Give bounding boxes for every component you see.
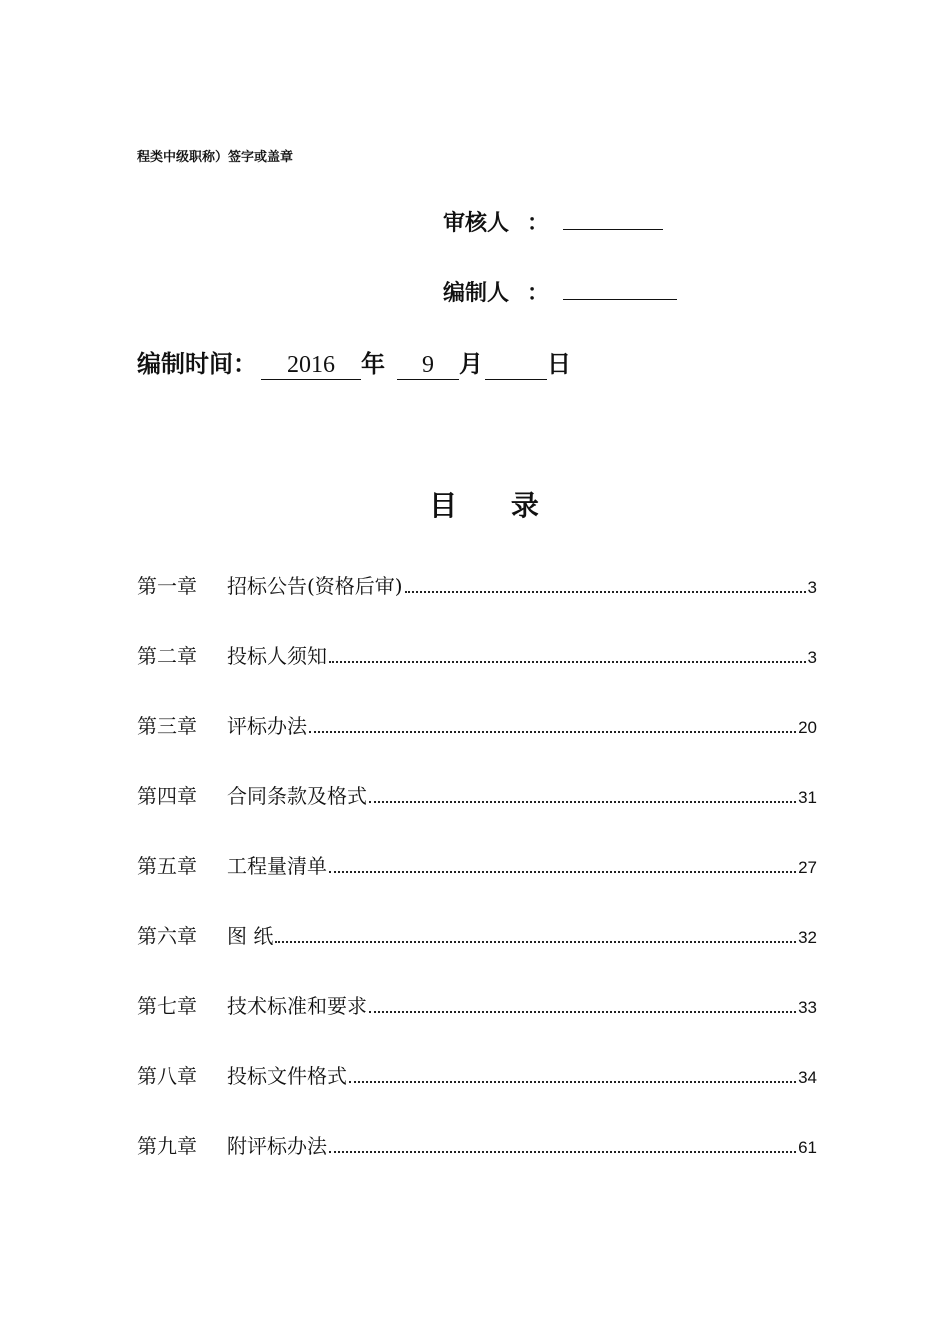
toc-entry[interactable]: [137, 990, 817, 1060]
signature-note: 程类中级职称）签字或盖章: [137, 150, 294, 165]
toc-chapter-title: 投标文件格式: [227, 1064, 347, 1088]
toc-chapter-number: 第四章: [137, 784, 197, 808]
toc-entry[interactable]: [137, 570, 817, 640]
toc-entry[interactable]: [137, 850, 817, 920]
compiler-colon: ：: [527, 281, 550, 306]
toc-leader-dots: [329, 871, 796, 873]
toc-page-number: 33: [798, 998, 817, 1017]
toc-page-number: 61: [798, 1138, 817, 1157]
toc-chapter-title: 招标公告(资格后审): [227, 574, 403, 598]
toc-leader-dots: [329, 661, 806, 663]
toc-title: 目 录: [429, 489, 561, 522]
compile-day: [485, 352, 547, 380]
compile-month: 9: [397, 352, 459, 380]
toc-entry[interactable]: [137, 920, 817, 990]
reviewer-blank: [563, 209, 663, 230]
toc-chapter-title: 附评标办法: [227, 1134, 327, 1158]
toc-leader-dots: [329, 1151, 796, 1153]
compiler-line: [443, 276, 677, 307]
compile-date-label: 编制时间：: [137, 350, 257, 378]
toc-chapter-number: 第六章: [137, 924, 197, 948]
toc-leader-dots: [349, 1081, 796, 1083]
compiler-label: 编制人: [443, 281, 510, 306]
toc-entry[interactable]: [137, 640, 817, 710]
year-unit: 年: [361, 350, 385, 378]
table-of-contents: [137, 570, 817, 1200]
toc-chapter-title: 合同条款及格式: [227, 784, 367, 808]
toc-entry[interactable]: [137, 1060, 817, 1130]
toc-chapter-number: 第八章: [137, 1064, 197, 1088]
toc-chapter-number: 第一章: [137, 574, 197, 598]
toc-page-number: 34: [798, 1068, 817, 1087]
toc-leader-dots: [369, 1011, 796, 1013]
toc-leader-dots: [309, 731, 796, 733]
compile-year: 2016: [261, 352, 361, 380]
toc-chapter-number: 第五章: [137, 854, 197, 878]
month-unit: 月: [459, 350, 483, 378]
compiler-blank: [563, 279, 677, 300]
toc-page-number: 3: [807, 648, 817, 667]
toc-chapter-title: 技术标准和要求: [227, 994, 367, 1018]
reviewer-label: 审核人: [443, 211, 510, 236]
compile-date-line: [137, 344, 571, 380]
toc-entry[interactable]: [137, 710, 817, 780]
toc-chapter-title: 图 纸: [227, 924, 274, 948]
toc-page-number: 3: [807, 578, 817, 597]
toc-page-number: 32: [798, 928, 817, 947]
toc-page-number: 20: [798, 718, 817, 737]
toc-chapter-number: 第三章: [137, 714, 197, 738]
toc-page-number: 27: [798, 858, 817, 877]
toc-leader-dots: [369, 801, 796, 803]
toc-chapter-number: 第七章: [137, 994, 197, 1018]
toc-leader-dots: [405, 591, 806, 593]
toc-entry[interactable]: [137, 1130, 817, 1200]
toc-entry[interactable]: [137, 780, 817, 850]
reviewer-colon: ：: [527, 211, 550, 236]
day-unit: 日: [547, 350, 571, 378]
toc-chapter-title: 投标人须知: [227, 644, 327, 668]
toc-chapter-title: 评标办法: [227, 714, 307, 738]
toc-chapter-number: 第二章: [137, 644, 197, 668]
toc-chapter-title: 工程量清单: [227, 854, 327, 878]
toc-chapter-number: 第九章: [137, 1134, 197, 1158]
reviewer-line: [443, 206, 663, 237]
toc-page-number: 31: [798, 788, 817, 807]
toc-leader-dots: [275, 941, 796, 943]
